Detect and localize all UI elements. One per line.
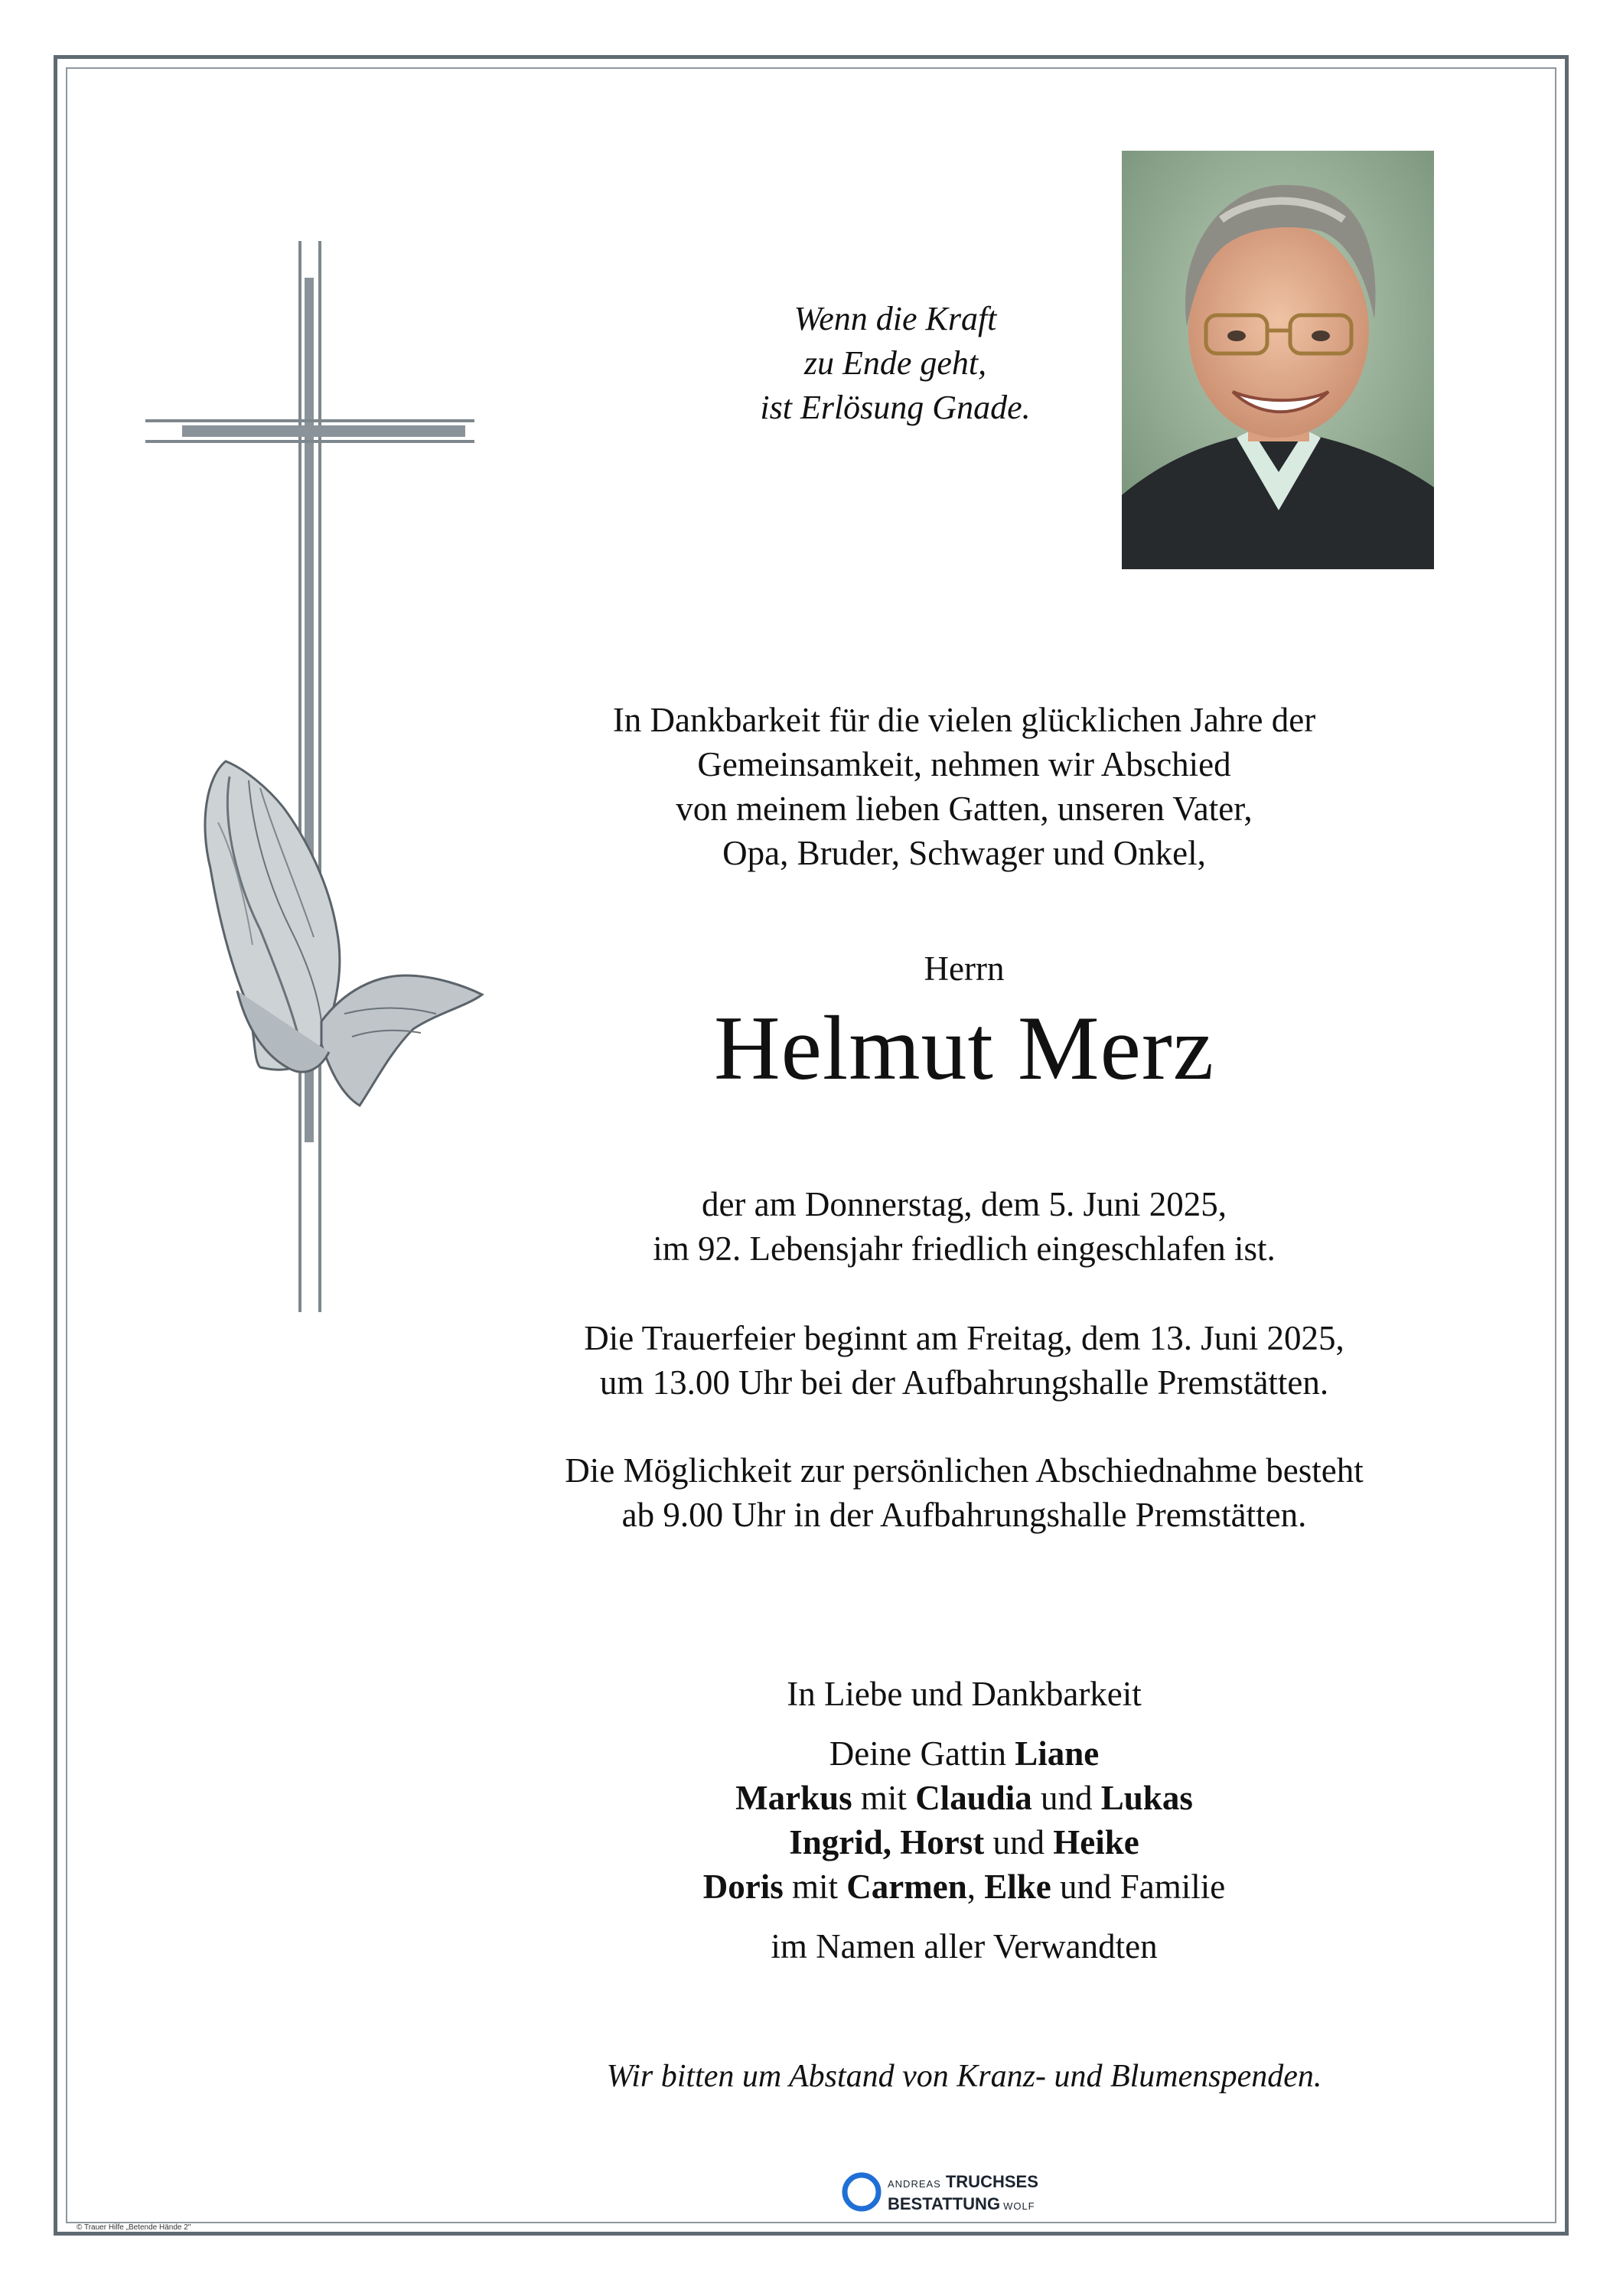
mourner-line	[505, 1864, 1423, 1909]
mourner-line	[505, 1731, 1423, 1776]
death-line: der am Donnerstag, dem 5. Juni 2025,	[701, 1185, 1227, 1223]
mourner-name: Doris	[702, 1868, 784, 1906]
mourner-name: Claudia	[915, 1779, 1032, 1817]
mourner-line	[505, 1820, 1423, 1864]
viewing-line: Die Möglichkeit zur persönlichen Abschiednahme besteht	[565, 1451, 1364, 1490]
mourner-text: Deine Gattin	[829, 1734, 1015, 1773]
flower-request: Wir bitten um Abstand von Kranz- und Blumenspenden.	[606, 2059, 1322, 2094]
portrait-photo	[1122, 151, 1434, 569]
salutation: Herrn	[924, 949, 1005, 988]
mourner-line	[505, 1776, 1423, 1820]
circle-logo-icon	[842, 2172, 882, 2212]
deceased-name: Helmut Merz	[713, 997, 1215, 1099]
image-credit: © Trauer Hilfe „Betende Hände 2"	[77, 2223, 191, 2232]
praying-hands-icon	[205, 761, 482, 1106]
mourner-name: Elke	[984, 1868, 1051, 1906]
logo-wolf: WOLF	[1003, 2200, 1035, 2212]
ceremony-line: um 13.00 Uhr bei der Aufbahrungshalle Premstätten.	[599, 1363, 1329, 1402]
intro-line: In Dankbarkeit für die vielen glücklichen Jahre der	[612, 701, 1316, 739]
viewing-line: ab 9.00 Uhr in der Aufbahrungshalle Premstätten.	[621, 1496, 1307, 1534]
mourner-name: Carmen	[846, 1868, 967, 1906]
intro-line: von meinem lieben Gatten, unseren Vater,	[676, 790, 1253, 828]
mourner-name: Ingrid, Horst	[789, 1823, 985, 1861]
mourner-name: Lukas	[1100, 1779, 1193, 1817]
intro-line: Gemeinsamkeit, nehmen wir Abschied	[697, 745, 1231, 783]
viewing-info	[429, 1448, 1500, 1537]
signature-block	[505, 1672, 1423, 1969]
intro-text	[459, 698, 1469, 875]
death-notice	[429, 1182, 1500, 1271]
ceremony-info	[429, 1316, 1500, 1405]
motto-line: Wenn die Kraft	[794, 300, 997, 337]
logo-bestattung: BESTATTUNG	[888, 2194, 1001, 2213]
mourner-name: Heike	[1053, 1823, 1139, 1861]
mourner-text: und	[984, 1823, 1054, 1861]
intro-line: Opa, Bruder, Schwager und Onkel,	[722, 834, 1206, 872]
mourner-text: und Familie	[1051, 1868, 1226, 1906]
mourner-text: mit	[852, 1779, 916, 1817]
death-line: im 92. Lebensjahr friedlich eingeschlafen ist.	[653, 1229, 1276, 1268]
cross-icon	[145, 241, 497, 1312]
mourner-name: Markus	[735, 1779, 852, 1817]
mourner-name: Liane	[1015, 1734, 1100, 1773]
motto-quote	[689, 297, 1102, 430]
motto-line: ist Erlösung Gnade.	[760, 389, 1031, 426]
logo-truchses: TRUCHSES	[945, 2172, 1038, 2191]
mourner-text: und	[1031, 1779, 1101, 1817]
mourner-text: ,	[966, 1868, 985, 1906]
motto-line: zu Ende geht,	[803, 344, 987, 382]
mourner-text: mit	[783, 1868, 847, 1906]
closing-line: In Liebe und Dankbarkeit	[787, 1675, 1142, 1713]
logo-andreas: ANDREAS	[888, 2178, 941, 2190]
relatives-line: im Namen aller Verwandten	[771, 1927, 1158, 1965]
ceremony-line: Die Trauerfeier beginnt am Freitag, dem 13. Juni 2025,	[584, 1319, 1344, 1357]
